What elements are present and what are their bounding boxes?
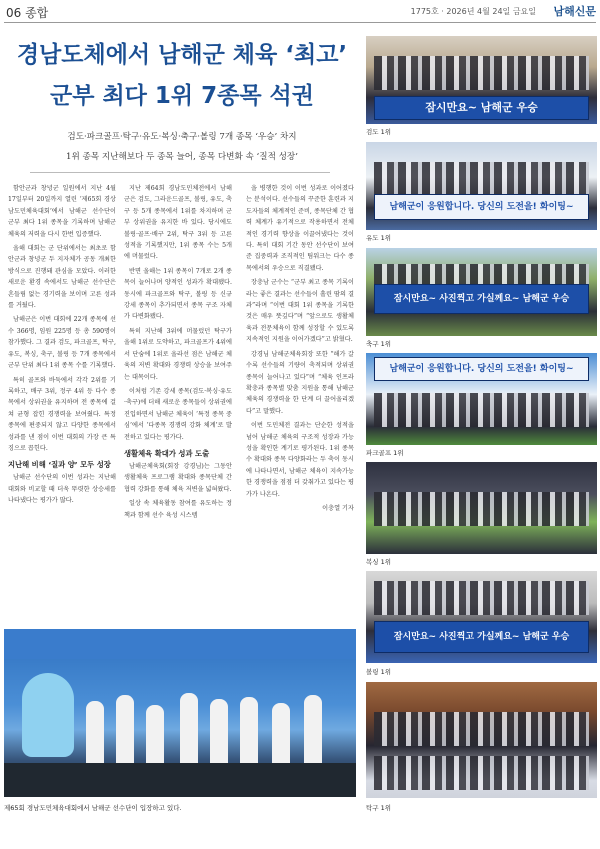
paragraph: 강경님 남해군체육회장 또한 “해가 갈수록 선수들의 기량이 축적되며 상위권 종목이 늘어나고 있다”며 “체육 인프라 확충과 종목별 맞춤 지원을 통해 남해군 체육의 경쟁력을 한 단계 더 끌어올리겠다”고 말했다.	[246, 350, 354, 415]
team-group	[374, 712, 589, 746]
photo-kendo-team	[366, 36, 597, 124]
photo-caption: 유도 1위	[366, 234, 392, 242]
headline-line-1: 경남도체에서 남해군 체육 ‘최고’	[16, 42, 348, 68]
photo-caption: 파크골프 1위	[366, 449, 404, 457]
photo-caption: 복싱 1위	[366, 558, 392, 566]
person-figure	[180, 693, 198, 767]
team-group	[374, 492, 589, 526]
photo-boxing-team	[366, 462, 597, 554]
stage-floor	[4, 763, 356, 797]
person-figure	[304, 695, 322, 767]
section-label: 06 종합	[6, 6, 49, 20]
header-rule	[4, 22, 596, 23]
team-banner: 남해군이 응원합니다. 당신의 도전을! 화이팅~	[374, 357, 589, 381]
paragraph: 장충남 군수는 “군부 최고 종목 기록이라는 좋은 결과는 선수들이 흘린 땀의 결과”라며 “이번 대회 1위 종목을 기록한 것은 매우 뜻깊다”며 “앞으로도 생활체육과 전문체육이 함께 성장할 수 있도록 지속적인 지원을 이어가겠다”고 밝혔다.	[246, 279, 354, 344]
team-group	[374, 393, 589, 427]
paragraph: 이처럼 기존 강세 종목(검도·복싱·유도·축구)에 더해 새로운 종목들이 상위권에 진입하면서 남해군 체육이 ‘특정 종목 중심’에서 ‘다종목 경쟁력 강화 체계’로 발전하고 있다는 평가다.	[124, 387, 232, 441]
team-banner: 잠시만요~ 사진찍고 가실께요~ 남해군 우승	[374, 284, 589, 314]
photo-caption: 볼링 1위	[366, 668, 392, 676]
subhead-line-2: 1위 종목 지난해보다 두 종목 늘어, 종목 다변화 속 ‘질적 성장’	[66, 152, 298, 162]
newspaper-brand: 남해신문	[553, 5, 596, 18]
team-banner: 남해군이 응원합니다. 당신의 도전을! 화이팅~	[374, 194, 589, 220]
paragraph: 특히 골프와 바둑에서 각각 2위를 기록하고, 배구 3위, 정구 4위 등 다수 종목에서 상위권을 유지하며 전 종목에 걸쳐 균형 잡힌 경쟁력을 보여줬다. 특정 종목에 편중되지 않고 다양한 종목에서 성과를 낸 점이 이번 대회의 가장 큰 특징으로 꼽힌다.	[8, 376, 116, 452]
team-banner: 잠시만요~ 남해군 우승	[374, 96, 589, 120]
person-figure	[210, 699, 228, 767]
issue-date: 1775호 · 2026년 4월 24일 금요일	[410, 7, 536, 16]
section-heading: 지난해 비해 ‘질과 양’ 모두 성장	[8, 460, 111, 470]
subhead-line-1: 검도·파크골프·탁구·유도·복싱·축구·볼링 7개 종목 ‘우승’ 차지	[67, 132, 297, 142]
team-group	[374, 581, 589, 615]
mascot-figure	[22, 673, 74, 757]
paragraph: 남해군체육회(회장 강경님)는 그동안 생활체육 프로그램 확대와 종목단체 간 협력 강화를 통해 체육 저변을 넓혀왔다.	[124, 462, 232, 493]
person-figure	[86, 701, 104, 767]
article-column-3	[246, 183, 354, 517]
photo-caption: 축구 1위	[366, 340, 392, 348]
photo-banner	[4, 629, 356, 659]
photo-parkgolf-team	[366, 353, 597, 445]
team-group	[374, 56, 589, 90]
paragraph: 올해 대회는 군 단위에서는 최초로 함안군과 창녕군 두 지자체가 공동 개최한 방식으로 진행돼 관심을 모았다. 이러한 새로운 환경 속에서도 남해군 선수단은 흔들림 없는 경기력을 보이며 고른 성과를 거뒀다.	[8, 245, 116, 310]
subhead-rule	[30, 172, 330, 173]
person-figure	[116, 695, 134, 767]
photo-caption: 탁구 1위	[366, 804, 392, 812]
person-figure	[146, 705, 164, 767]
photo-caption: 검도 1위	[366, 128, 392, 136]
photo-soccer-team	[366, 248, 597, 336]
person-figure	[272, 703, 290, 767]
person-figure	[240, 697, 258, 767]
article-column-2	[124, 183, 232, 524]
photo-bowling-team	[366, 571, 597, 663]
paragraph: 남해군은 이번 대회에 22개 종목에 선수 366명, 임원 225명 등 총 590명이 참가했다. 그 결과 검도, 파크골프, 탁구, 유도, 복싱, 축구, 볼링 등 7개 종목에서 군부 단위 최다 1위 종목 수를 기록했다.	[8, 316, 116, 370]
paragraph: 남해군 선수단의 이번 성과는 지난해 대회와 비교할 때 더욱 뚜렷한 상승세를 나타냈다는 평가가 많다.	[8, 474, 116, 505]
paragraph: 함안군과 창녕군 일원에서 지난 4월 17일부터 20일까지 열린 ‘제65회 경상남도민체육대회’에서 남해군 선수단이 군부 최다 1위 종목을 기록하며 남해군 체육의 저력을 다시 한번 입증했다.	[8, 185, 116, 238]
section-heading: 생활체육 확대가 성과 도출	[124, 448, 210, 458]
team-entrance-photo	[4, 629, 356, 797]
team-group	[374, 756, 589, 790]
paragraph: 특히 지난해 3위에 머물렀던 탁구가 올해 1위로 도약하고, 파크골프가 4위에서 단숨에 1위로 올라선 점은 남해군 체육의 저변 확대와 경쟁력 상승을 보여주는 대목이다.	[124, 327, 232, 381]
paragraph: 이번 도민체전 결과는 단순한 성적을 넘어 남해군 체육의 구조적 성장과 가능성을 확인한 계기로 평가된다. 1위 종목 수 확대와 종목 다양화라는 두 축이 동시에 나타나면서, 남해군 체육이 지속가능한 경쟁력을 점점 더 갖춰가고 있다는 평가가 나온다.	[246, 422, 354, 498]
paragraph: 지난 제64회 경남도민체전에서 남해군은 검도, 그라운드골프, 볼링, 유도, 축구 등 5개 종목에서 1위를 차지하며 군부 상위권을 유지한 바 있다. 당시에도 볼링·골프·배구 2위, 탁구 3위 등 고른 성적을 기록했지만, 1위 종목 수는 5개에 머물렀다.	[124, 185, 232, 261]
article-column-1	[8, 183, 116, 510]
team-group	[374, 162, 589, 196]
photo-tabletennis-team	[366, 682, 597, 798]
team-banner: 잠시만요~ 사진찍고 가실께요~ 남해군 우승	[374, 621, 589, 653]
paragraph: 반면 올해는 1위 종목이 7개로 2개 종목이 늘어나며 양적인 성과가 확대됐다. 동시에 파크골프와 탁구, 볼링 등 신규 강세 종목이 추가되면서 종목 구조 자체가 다변화됐다.	[124, 267, 232, 321]
photo-caption: 제65회 경남도민체육대회에서 남해군 선수단이 입장하고 있다.	[4, 804, 182, 812]
photo-judo-team	[366, 142, 597, 230]
headline-line-2: 군부 최다 1위 7종목 석권	[50, 83, 314, 109]
paragraph: 을 병행한 것이 이번 성과로 이어졌다는 분석이다. 선수들의 꾸준한 훈련과 지도자들의 체계적인 준비, 종목단체 간 협력 체계가 유기적으로 작용하면서 전체적인 경기력 향상을 이끌어냈다는 것이다. 특히 대회 기간 동안 선수단이 보여준 집중력과 조직적인 팀워크는 다수 종목에서의 우승으로 직결됐다.	[246, 185, 354, 272]
byline: 이충열 기자	[322, 504, 354, 512]
page-header	[0, 0, 600, 26]
paragraph: 일상 속 체육활동 참여를 유도하는 정책과 함께 선수 육성 시스템	[124, 500, 232, 519]
